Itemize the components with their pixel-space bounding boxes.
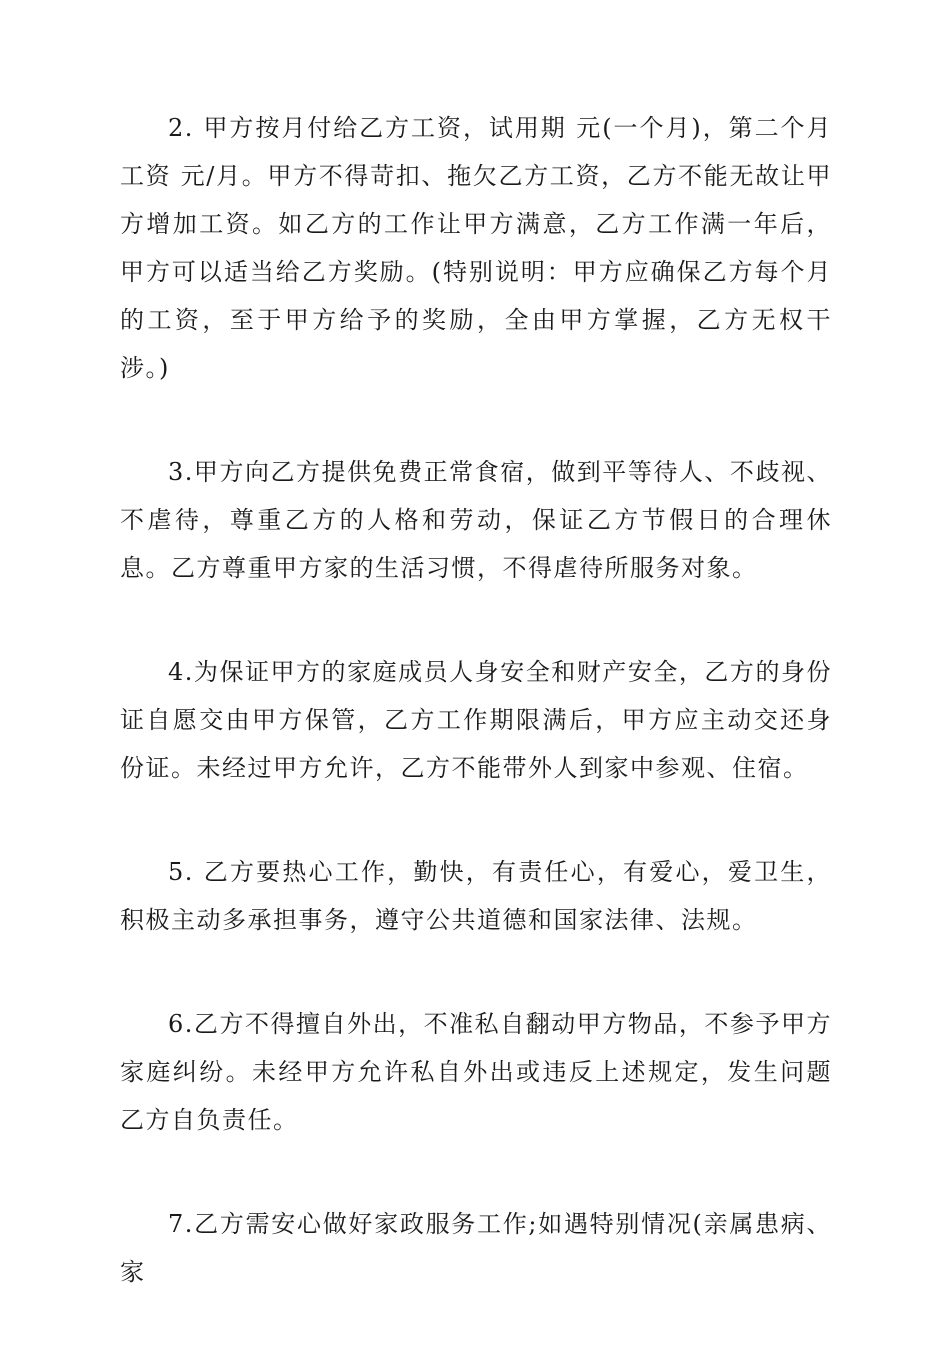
clause-2-paragraph: 2. 甲方按月付给乙方工资，试用期 元(一个月)，第二个月工资 元/月。甲方不得苛扣、拖欠乙方工资，乙方不能无故让甲方增加工资。如乙方的工作让甲方满意，乙方工作满一年后，甲方可以适当给乙方奖励。(特别说明：甲方应确保乙方每个月的工资，至于甲方给予的奖励，全由甲方掌握，乙方无权干涉。) [120,114,832,382]
clause-3-paragraph: 3.甲方向乙方提供免费正常食宿，做到平等待人、不歧视、不虐待，尊重乙方的人格和劳动，保证乙方节假日的合理休息。乙方尊重甲方家的生活习惯，不得虐待所服务对象。 [120,458,832,582]
document-body [120,104,832,1352]
clause-6-paragraph: 6.乙方不得擅自外出，不准私自翻动甲方物品，不参予甲方家庭纠纷。未经甲方允许私自外出或违反上述规定，发生问题乙方自负责任。 [120,1010,832,1134]
clause-4-paragraph: 4.为保证甲方的家庭成员人身安全和财产安全，乙方的身份证自愿交由甲方保管，乙方工作期限满后，甲方应主动交还身份证。未经过甲方允许，乙方不能带外人到家中参观、住宿。 [120,658,832,782]
clause-7-paragraph: 7.乙方需安心做好家政服务工作;如遇特别情况(亲属患病、家 [120,1210,832,1286]
clause-5-paragraph: 5. 乙方要热心工作，勤快，有责任心，有爱心，爱卫生，积极主动多承担事务，遵守公共道德和国家法律、法规。 [120,858,832,934]
